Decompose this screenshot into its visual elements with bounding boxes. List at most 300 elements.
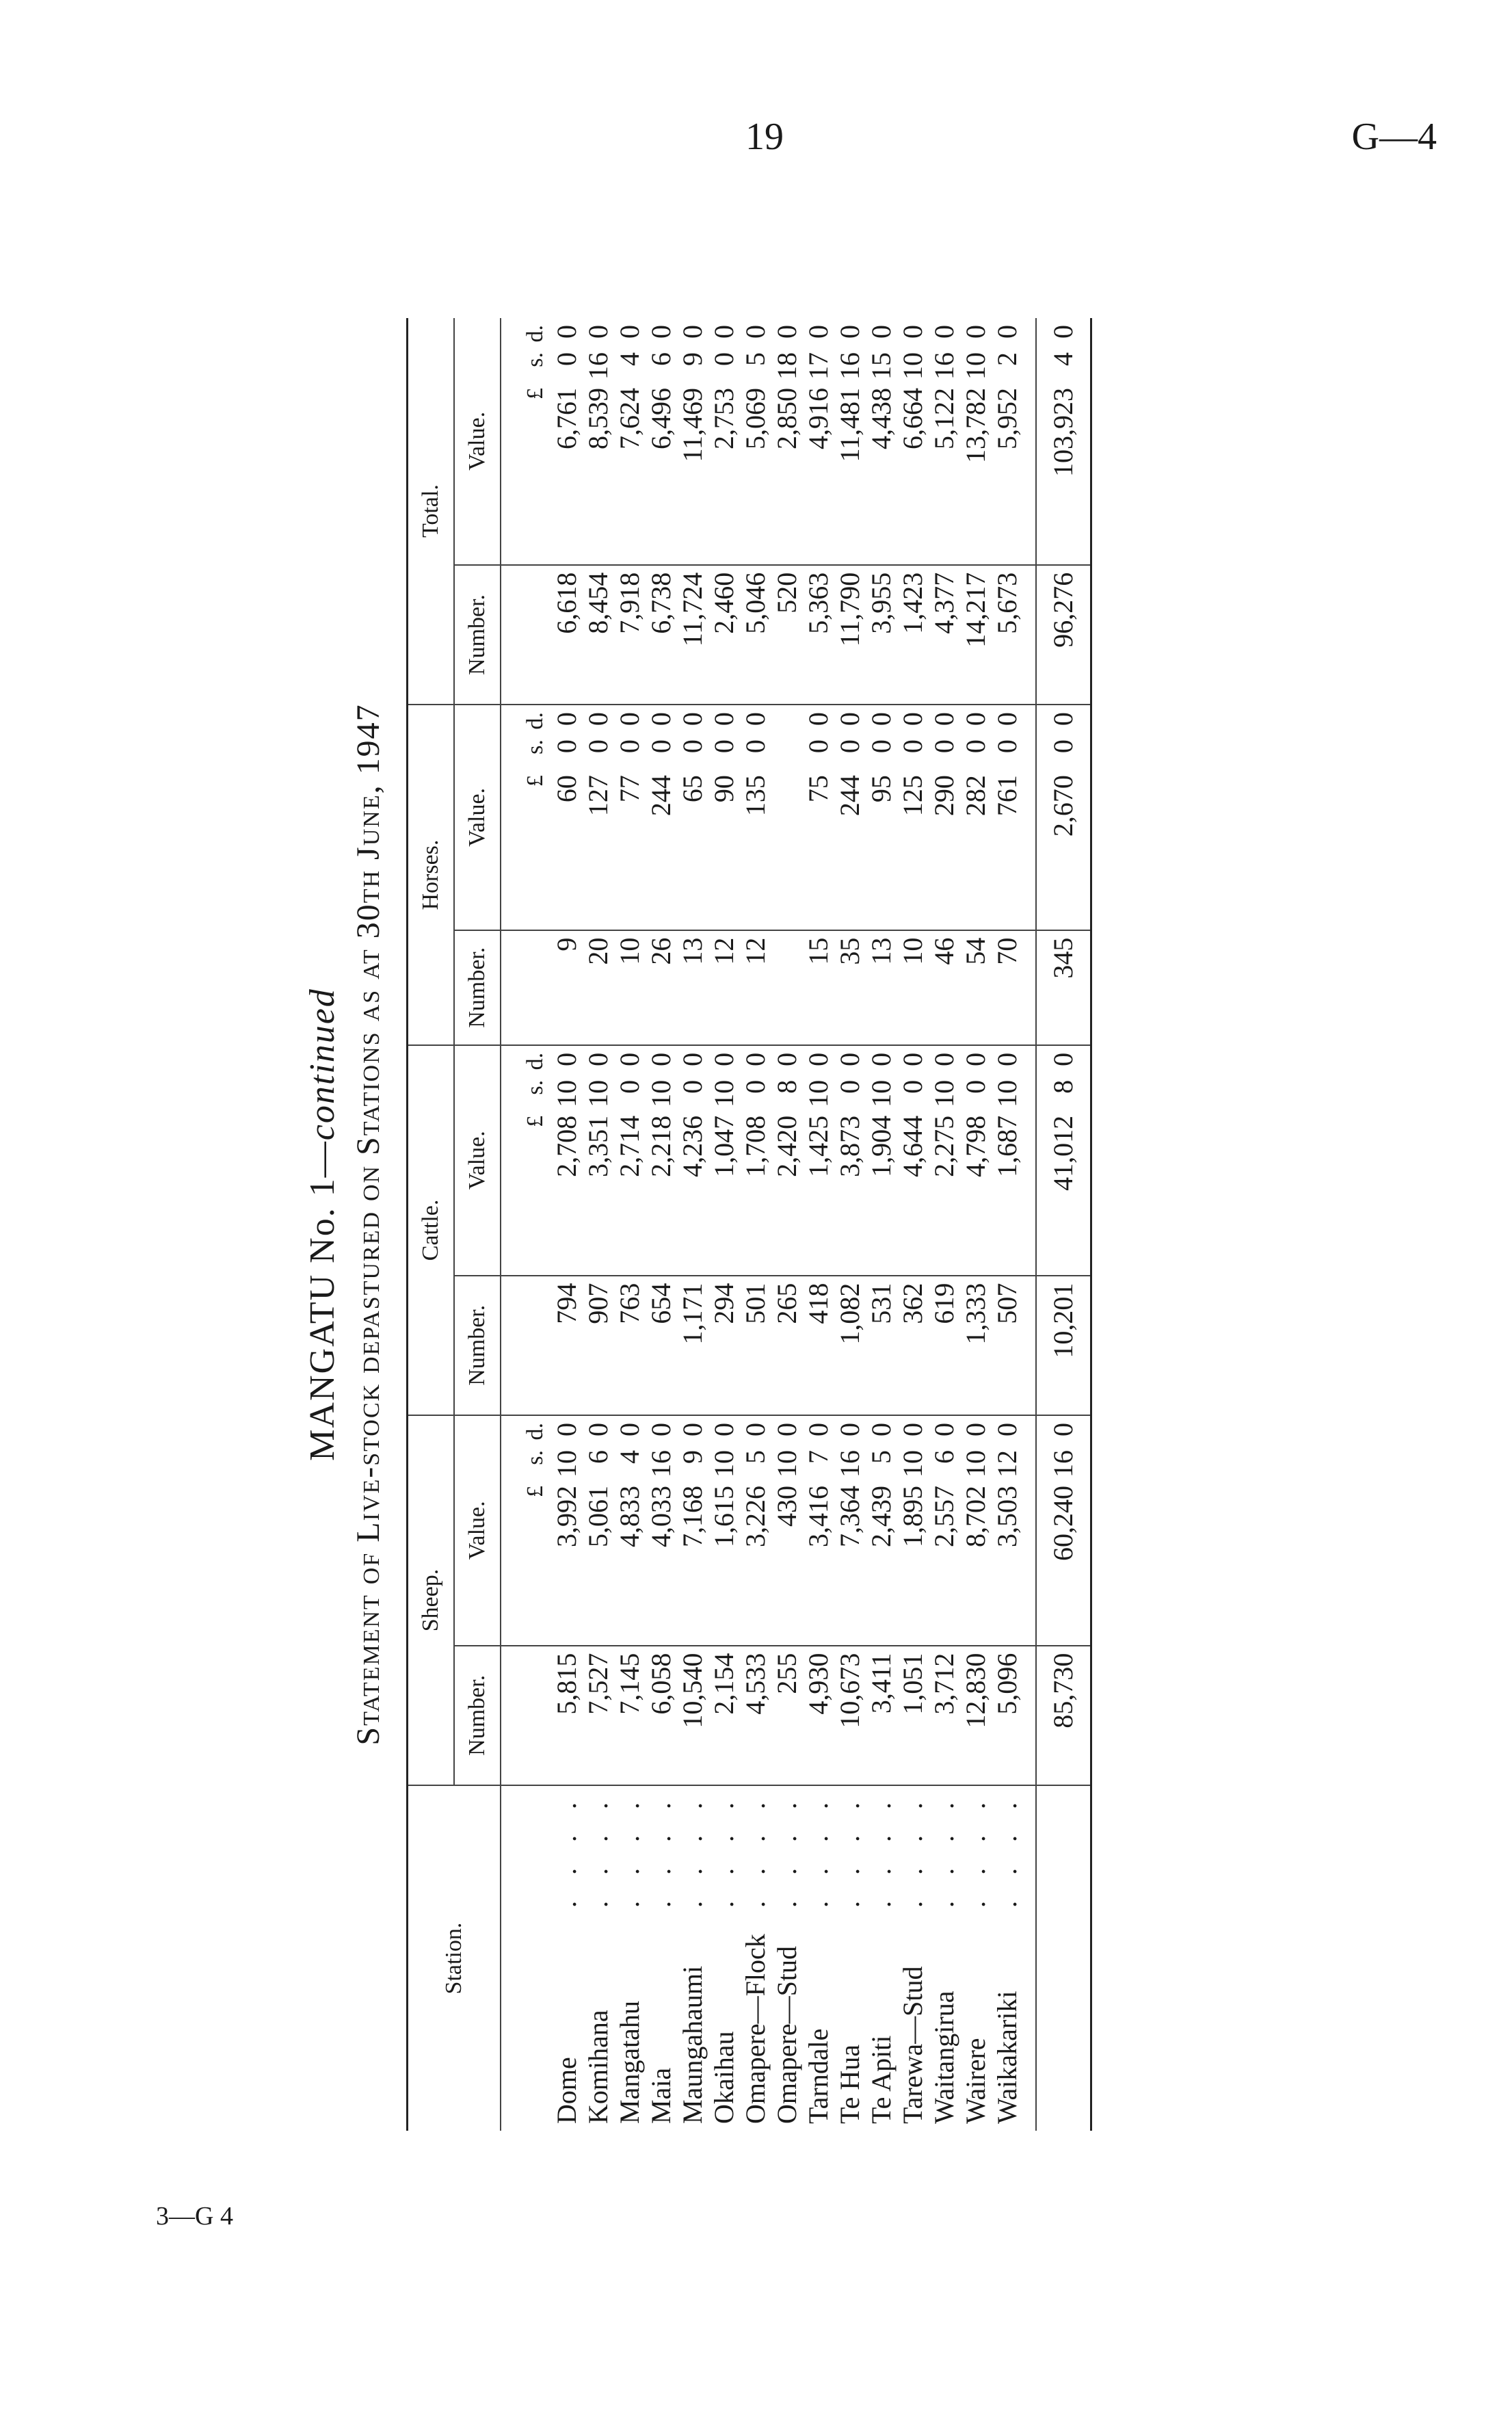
cattle-value-shillings: 0 bbox=[897, 1079, 928, 1094]
cattle-number: 794 bbox=[551, 1276, 583, 1415]
total-value-pence: 0 bbox=[677, 325, 708, 339]
header-total: Total. bbox=[408, 318, 455, 705]
leader-dots: . . . . bbox=[583, 1793, 613, 1908]
total-value-pence: 0 bbox=[614, 325, 645, 339]
total-number: 2,460 bbox=[708, 565, 740, 705]
horses-value-shillings: 0 bbox=[551, 739, 582, 754]
table-row bbox=[803, 318, 834, 2131]
cattle-value-pence: 0 bbox=[551, 1052, 582, 1066]
cattle-value-shillings: 0 bbox=[740, 1079, 771, 1094]
cattle-value-shillings: 0 bbox=[960, 1079, 991, 1094]
horses-number: 46 bbox=[929, 930, 960, 1045]
horses-number: 10 bbox=[614, 930, 646, 1045]
unit-shilling: s. bbox=[522, 1449, 548, 1465]
cattle-number: 654 bbox=[646, 1276, 677, 1415]
horses-value-pence: 0 bbox=[960, 712, 991, 726]
horses-value-pounds: 290 bbox=[929, 775, 959, 817]
table-subtitle: Statement of Live-stock depastured on Stations as at 30th June, 1947 bbox=[350, 703, 386, 1746]
cattle-value-pounds: 2,708 bbox=[551, 1115, 582, 1177]
unit-pound: £ bbox=[522, 775, 548, 787]
table-row bbox=[992, 318, 1036, 2131]
table-row bbox=[646, 318, 677, 2131]
header-sheep-value: Value. bbox=[454, 1415, 501, 1646]
sheep-value-pounds: 3,992 bbox=[551, 1485, 582, 1547]
horses-value-pounds: 90 bbox=[708, 775, 739, 803]
cattle-number: 619 bbox=[929, 1276, 960, 1415]
cattle-value-shillings: 10 bbox=[929, 1079, 959, 1107]
total-value-pence: 0 bbox=[929, 325, 959, 339]
table-row bbox=[897, 318, 929, 2131]
total-value-shillings: 0 bbox=[551, 352, 582, 366]
sheep-number: 255 bbox=[771, 1646, 803, 1785]
station-name: Wairere bbox=[960, 2038, 991, 2124]
sheep-value-shillings: 9 bbox=[677, 1449, 708, 1464]
unit-pound: £ bbox=[522, 388, 548, 399]
total-value-pounds: 6,664 bbox=[897, 388, 928, 449]
grand-total-number: 96,276 bbox=[1036, 565, 1091, 705]
unit-pound: £ bbox=[522, 1115, 548, 1127]
horses-value-shillings: 0 bbox=[897, 739, 928, 754]
leader-dots: . . . . bbox=[929, 1793, 959, 1908]
leader-dots: . . . . bbox=[960, 1793, 991, 1908]
cattle-value-pounds: 4,236 bbox=[677, 1115, 708, 1177]
cattle-value-shillings: 10 bbox=[803, 1079, 834, 1107]
header-station: Station. bbox=[408, 1785, 501, 2131]
cattle-value-pence: 0 bbox=[677, 1052, 708, 1066]
horses-number: 70 bbox=[992, 930, 1036, 1045]
horses-number: 20 bbox=[583, 930, 614, 1045]
sheep-value-pence: 0 bbox=[992, 1422, 1022, 1436]
leader-dots: . . . . bbox=[803, 1793, 834, 1908]
total-sheep-pounds: 60,240 bbox=[1048, 1485, 1078, 1561]
horses-value-pounds: 60 bbox=[551, 775, 582, 803]
horses-value-pence: 0 bbox=[803, 712, 834, 726]
sheep-number: 5,815 bbox=[551, 1646, 583, 1785]
total-value-pounds: 5,069 bbox=[740, 388, 771, 449]
sheep-value-shillings: 6 bbox=[929, 1449, 959, 1464]
horses-value-shillings: 0 bbox=[834, 739, 865, 754]
leader-dots: . . . . bbox=[866, 1793, 897, 1908]
total-cattle-shillings: 8 bbox=[1048, 1079, 1078, 1094]
total-value-pounds: 13,782 bbox=[960, 388, 991, 463]
total-value-pence: 0 bbox=[551, 325, 582, 339]
header-cattle: Cattle. bbox=[408, 1045, 455, 1415]
total-value-shillings: 16 bbox=[834, 352, 865, 380]
total-horses-pence: 0 bbox=[1048, 712, 1078, 726]
total-value-shillings: 10 bbox=[960, 352, 991, 380]
sheep-value-pence: 0 bbox=[929, 1422, 959, 1436]
sheep-value-shillings: 5 bbox=[866, 1449, 897, 1464]
total-horses-number: 345 bbox=[1036, 930, 1091, 1045]
table-row bbox=[740, 318, 771, 2131]
header-cattle-value: Value. bbox=[454, 1045, 501, 1276]
total-number: 6,738 bbox=[646, 565, 677, 705]
cattle-number: 418 bbox=[803, 1276, 834, 1415]
leader-dots: . . . . bbox=[897, 1793, 928, 1908]
total-value-shillings: 15 bbox=[866, 352, 897, 380]
table-title bbox=[301, 318, 345, 2131]
leader-dots: . . . . bbox=[708, 1793, 739, 1908]
horses-value-pounds: 282 bbox=[960, 775, 991, 817]
horses-value-pounds: 127 bbox=[583, 775, 613, 817]
horses-value-pence: 0 bbox=[677, 712, 708, 726]
station-name: Omapere—Stud bbox=[771, 1946, 802, 2124]
header-total-value: Value. bbox=[454, 318, 501, 565]
cattle-number: 265 bbox=[771, 1276, 803, 1415]
cattle-value-pence: 0 bbox=[834, 1052, 865, 1066]
cattle-value-pounds: 4,798 bbox=[960, 1115, 991, 1177]
sheep-number: 10,673 bbox=[834, 1646, 866, 1785]
header-cattle-number: Number. bbox=[454, 1276, 501, 1415]
horses-value-pence: 0 bbox=[614, 712, 645, 726]
sheep-value-pence: 0 bbox=[583, 1422, 613, 1436]
sheep-value-pounds: 8,702 bbox=[960, 1485, 991, 1547]
total-value-shillings: 17 bbox=[803, 352, 834, 380]
horses-number: 35 bbox=[834, 930, 866, 1045]
rotated-table-block bbox=[301, 318, 1190, 2131]
station-name: Maungahaumi bbox=[677, 1965, 708, 2124]
header-horses-number: Number. bbox=[454, 930, 501, 1045]
horses-value-pence: 0 bbox=[708, 712, 739, 726]
total-value-shillings: 16 bbox=[583, 352, 613, 380]
footer-reference: 3—G 4 bbox=[156, 2202, 233, 2231]
total-number: 6,618 bbox=[551, 565, 583, 705]
sheep-value-pence: 0 bbox=[740, 1422, 771, 1436]
horses-value-pounds: 65 bbox=[677, 775, 708, 803]
sheep-value-shillings: 5 bbox=[740, 1449, 771, 1464]
total-value-shillings: 2 bbox=[992, 352, 1022, 366]
cattle-value-pounds: 2,218 bbox=[646, 1115, 676, 1177]
grand-total-pounds: 103,923 bbox=[1048, 388, 1078, 477]
horses-value-shillings: 0 bbox=[740, 739, 771, 754]
total-cattle-pence: 0 bbox=[1048, 1052, 1078, 1066]
sheep-value-pounds: 2,439 bbox=[866, 1485, 897, 1547]
sheep-value-pence: 0 bbox=[614, 1422, 645, 1436]
sheep-value-pence: 0 bbox=[646, 1422, 676, 1436]
horses-number bbox=[771, 930, 803, 1045]
sheep-number: 2,154 bbox=[708, 1646, 740, 1785]
totals-row bbox=[1036, 318, 1091, 2131]
total-value-shillings: 9 bbox=[677, 352, 708, 366]
table-row bbox=[551, 318, 583, 2131]
horses-number: 26 bbox=[646, 930, 677, 1045]
sheep-value-pounds: 4,833 bbox=[614, 1485, 645, 1547]
sheep-value-shillings: 10 bbox=[551, 1449, 582, 1477]
sheep-value-pence: 0 bbox=[866, 1422, 897, 1436]
total-value-pence: 0 bbox=[583, 325, 613, 339]
total-value-pence: 0 bbox=[992, 325, 1022, 339]
table-row bbox=[677, 318, 708, 2131]
cattle-number: 362 bbox=[897, 1276, 929, 1415]
horses-value-pence: 0 bbox=[740, 712, 771, 726]
sheep-value-pounds: 1,615 bbox=[708, 1485, 739, 1547]
sheep-value-pounds: 430 bbox=[771, 1485, 802, 1527]
sheep-value-pounds: 3,416 bbox=[803, 1485, 834, 1547]
total-value-pence: 0 bbox=[960, 325, 991, 339]
total-sheep-shillings: 16 bbox=[1048, 1449, 1078, 1477]
total-number: 5,363 bbox=[803, 565, 834, 705]
leader-dots: . . . . bbox=[740, 1793, 771, 1908]
sheep-value-shillings: 10 bbox=[897, 1449, 928, 1477]
sheep-number: 7,145 bbox=[614, 1646, 646, 1785]
leader-dots: . . . . bbox=[646, 1793, 676, 1908]
leader-dots: . . . . bbox=[771, 1793, 802, 1908]
station-name: Tarndale bbox=[803, 2028, 834, 2124]
horses-value-pence: 0 bbox=[834, 712, 865, 726]
leader-dots: . . . . bbox=[834, 1793, 865, 1908]
total-value-shillings: 18 bbox=[771, 352, 802, 380]
total-horses-shillings: 0 bbox=[1048, 739, 1078, 754]
total-value-pounds: 4,438 bbox=[866, 388, 897, 449]
total-value-pence: 0 bbox=[834, 325, 865, 339]
total-value-pounds: 8,539 bbox=[583, 388, 613, 449]
station-name: Okaihau bbox=[708, 2031, 739, 2124]
station-name: Mangatahu bbox=[614, 2001, 645, 2124]
total-value-shillings: 4 bbox=[614, 352, 645, 366]
unit-pence: d. bbox=[522, 1422, 548, 1441]
horses-value-shillings: 0 bbox=[708, 739, 739, 754]
total-value-pounds: 2,850 bbox=[771, 388, 802, 449]
horses-value-shillings: 0 bbox=[960, 739, 991, 754]
grand-total-shillings: 4 bbox=[1048, 352, 1078, 366]
total-value-pounds: 6,761 bbox=[551, 388, 582, 449]
cattle-value-shillings: 0 bbox=[677, 1079, 708, 1094]
horses-value-shillings: 0 bbox=[646, 739, 676, 754]
grand-total-pence: 0 bbox=[1048, 325, 1078, 339]
cattle-value-shillings: 8 bbox=[771, 1079, 802, 1094]
total-cattle-number: 10,201 bbox=[1036, 1276, 1091, 1415]
total-value-pence: 0 bbox=[708, 325, 739, 339]
station-name: Te Hua bbox=[834, 2044, 865, 2124]
leader-dots: . . . . bbox=[992, 1793, 1022, 1908]
horses-value-shillings: 0 bbox=[677, 739, 708, 754]
horses-number: 9 bbox=[551, 930, 583, 1045]
horses-number: 13 bbox=[677, 930, 708, 1045]
cattle-value-pence: 0 bbox=[708, 1052, 739, 1066]
cattle-value-pounds: 1,687 bbox=[992, 1115, 1022, 1177]
table-row bbox=[708, 318, 740, 2131]
cattle-number: 1,171 bbox=[677, 1276, 708, 1415]
table-row bbox=[583, 318, 614, 2131]
sheep-value-shillings: 10 bbox=[771, 1449, 802, 1477]
table-row bbox=[614, 318, 646, 2131]
horses-value-pounds: 244 bbox=[646, 775, 676, 817]
horses-value-shillings: 0 bbox=[929, 739, 959, 754]
leader-dots: . . . . bbox=[614, 1793, 645, 1908]
cattle-value-pounds: 1,904 bbox=[866, 1115, 897, 1177]
total-number: 11,790 bbox=[834, 565, 866, 705]
cattle-value-pounds: 1,047 bbox=[708, 1115, 739, 1177]
sheep-value-shillings: 16 bbox=[646, 1449, 676, 1477]
cattle-value-shillings: 10 bbox=[583, 1079, 613, 1107]
document-reference: G—4 bbox=[1351, 116, 1437, 158]
table-title-main: MANGATU No. 1— bbox=[303, 1140, 342, 1461]
total-value-pence: 0 bbox=[866, 325, 897, 339]
horses-value-pence: 0 bbox=[551, 712, 582, 726]
cattle-value-pounds: 2,420 bbox=[771, 1115, 802, 1177]
horses-value-pence: 0 bbox=[866, 712, 897, 726]
sheep-value-pence: 0 bbox=[834, 1422, 865, 1436]
sheep-number: 4,533 bbox=[740, 1646, 771, 1785]
cattle-value-shillings: 10 bbox=[708, 1079, 739, 1107]
total-value-pounds: 7,624 bbox=[614, 388, 645, 449]
table-row bbox=[771, 318, 803, 2131]
sheep-number: 12,830 bbox=[960, 1646, 992, 1785]
sheep-number: 10,540 bbox=[677, 1646, 708, 1785]
total-value-pence: 0 bbox=[897, 325, 928, 339]
table-row bbox=[834, 318, 866, 2131]
sheep-number: 6,058 bbox=[646, 1646, 677, 1785]
sheep-value-pounds: 1,895 bbox=[897, 1485, 928, 1547]
horses-value-pence: 0 bbox=[583, 712, 613, 726]
total-value-shillings: 0 bbox=[708, 352, 739, 366]
total-number: 4,377 bbox=[929, 565, 960, 705]
header-horses: Horses. bbox=[408, 705, 455, 1045]
cattle-number: 294 bbox=[708, 1276, 740, 1415]
horses-number: 12 bbox=[740, 930, 771, 1045]
total-number: 5,673 bbox=[992, 565, 1036, 705]
cattle-value-pence: 0 bbox=[771, 1052, 802, 1066]
sheep-value-shillings: 6 bbox=[583, 1449, 613, 1464]
station-name: Te Apiti bbox=[866, 2035, 897, 2124]
sheep-number: 1,051 bbox=[897, 1646, 929, 1785]
horses-value-pounds: 95 bbox=[866, 775, 897, 803]
cattle-value-pounds: 3,351 bbox=[583, 1115, 613, 1177]
cattle-value-shillings: 0 bbox=[614, 1079, 645, 1094]
cattle-number: 763 bbox=[614, 1276, 646, 1415]
sheep-number: 5,096 bbox=[992, 1646, 1036, 1785]
station-name: Maia bbox=[646, 2067, 676, 2124]
unit-shilling: s. bbox=[522, 1079, 548, 1095]
header-horses-value: Value. bbox=[454, 705, 501, 930]
cattle-value-pence: 0 bbox=[740, 1052, 771, 1066]
total-cattle-pounds: 41,012 bbox=[1048, 1115, 1078, 1191]
sheep-value-pounds: 2,557 bbox=[929, 1485, 959, 1547]
cattle-value-pounds: 2,714 bbox=[614, 1115, 645, 1177]
horses-value-pounds: 125 bbox=[897, 775, 928, 817]
sheep-value-pounds: 3,503 bbox=[992, 1485, 1022, 1547]
total-value-shillings: 16 bbox=[929, 352, 959, 380]
unit-pence: d. bbox=[522, 1052, 548, 1070]
sheep-value-pence: 0 bbox=[803, 1422, 834, 1436]
horses-value-shillings: 0 bbox=[866, 739, 897, 754]
total-value-shillings: 10 bbox=[897, 352, 928, 380]
station-name: Waikakariki bbox=[992, 1990, 1022, 2124]
table-row bbox=[929, 318, 960, 2131]
cattle-value-pence: 0 bbox=[992, 1052, 1022, 1066]
total-value-pence: 0 bbox=[740, 325, 771, 339]
cattle-value-pence: 0 bbox=[897, 1052, 928, 1066]
page-number: 19 bbox=[745, 116, 784, 158]
cattle-value-pence: 0 bbox=[960, 1052, 991, 1066]
horses-value-shillings: 0 bbox=[992, 739, 1022, 754]
horses-value-pounds: 135 bbox=[740, 775, 771, 817]
sheep-value-shillings: 7 bbox=[803, 1449, 834, 1464]
table-row bbox=[960, 318, 992, 2131]
horses-number: 54 bbox=[960, 930, 992, 1045]
sheep-value-pence: 0 bbox=[897, 1422, 928, 1436]
total-value-pounds: 11,469 bbox=[677, 388, 708, 462]
sheep-value-pounds: 5,061 bbox=[583, 1485, 613, 1547]
cattle-number: 531 bbox=[866, 1276, 897, 1415]
cattle-number: 1,082 bbox=[834, 1276, 866, 1415]
horses-value-shillings: 0 bbox=[583, 739, 613, 754]
total-sheep-pence: 0 bbox=[1048, 1422, 1078, 1436]
cattle-value-pence: 0 bbox=[803, 1052, 834, 1066]
cattle-value-shillings: 10 bbox=[992, 1079, 1022, 1107]
sheep-value-pounds: 3,226 bbox=[740, 1485, 771, 1547]
cattle-value-pence: 0 bbox=[929, 1052, 959, 1066]
leader-dots: . . . . bbox=[551, 1793, 582, 1908]
cattle-value-pounds: 2,275 bbox=[929, 1115, 959, 1177]
cattle-value-pounds: 1,708 bbox=[740, 1115, 771, 1177]
total-value-pence: 0 bbox=[646, 325, 676, 339]
horses-value-pence: 0 bbox=[646, 712, 676, 726]
horses-value-pence: 0 bbox=[992, 712, 1022, 726]
cattle-value-pounds: 1,425 bbox=[803, 1115, 834, 1177]
horses-value-shillings: 0 bbox=[614, 739, 645, 754]
unit-pence: d. bbox=[522, 325, 548, 343]
sheep-value-pounds: 7,168 bbox=[677, 1485, 708, 1547]
total-number: 11,724 bbox=[677, 565, 708, 705]
currency-units-row bbox=[501, 318, 551, 2131]
header-sheep: Sheep. bbox=[408, 1415, 455, 1785]
cattle-value-shillings: 10 bbox=[646, 1079, 676, 1107]
horses-number: 15 bbox=[803, 930, 834, 1045]
cattle-value-shillings: 10 bbox=[551, 1079, 582, 1107]
cattle-number: 507 bbox=[992, 1276, 1036, 1415]
horses-number: 12 bbox=[708, 930, 740, 1045]
table-body bbox=[501, 318, 1036, 2131]
livestock-table bbox=[406, 318, 1092, 2131]
horses-value-pounds: 75 bbox=[803, 775, 834, 803]
sheep-value-shillings: 10 bbox=[708, 1449, 739, 1477]
total-value-shillings: 5 bbox=[740, 352, 771, 366]
unit-shilling: s. bbox=[522, 739, 548, 754]
cattle-value-pence: 0 bbox=[646, 1052, 676, 1066]
cattle-value-pence: 0 bbox=[866, 1052, 897, 1066]
sheep-value-pounds: 7,364 bbox=[834, 1485, 865, 1547]
sheep-value-pence: 0 bbox=[677, 1422, 708, 1436]
total-value-pounds: 6,496 bbox=[646, 388, 676, 449]
station-name: Waitangirua bbox=[929, 1990, 959, 2124]
header-sheep-number: Number. bbox=[454, 1646, 501, 1785]
cattle-value-pounds: 4,644 bbox=[897, 1115, 928, 1177]
total-value-pence: 0 bbox=[803, 325, 834, 339]
horses-value-pounds: 761 bbox=[992, 775, 1022, 817]
station-name: Komihana bbox=[583, 2010, 613, 2124]
total-sheep-number: 85,730 bbox=[1036, 1646, 1091, 1785]
cattle-number: 501 bbox=[740, 1276, 771, 1415]
total-number: 5,046 bbox=[740, 565, 771, 705]
sheep-value-pence: 0 bbox=[551, 1422, 582, 1436]
horses-value-pounds: 77 bbox=[614, 775, 645, 803]
unit-pound: £ bbox=[522, 1485, 548, 1497]
cattle-value-pence: 0 bbox=[583, 1052, 613, 1066]
table-title-continued: continued bbox=[303, 988, 342, 1141]
total-value-pence: 0 bbox=[771, 325, 802, 339]
sheep-value-shillings: 12 bbox=[992, 1449, 1022, 1477]
horses-value-pence: 0 bbox=[897, 712, 928, 726]
total-number: 3,955 bbox=[866, 565, 897, 705]
horses-number: 10 bbox=[897, 930, 929, 1045]
total-value-shillings: 6 bbox=[646, 352, 676, 366]
horses-value-shillings: 0 bbox=[803, 739, 834, 754]
total-horses-pounds: 2,670 bbox=[1048, 775, 1078, 837]
total-value-pounds: 2,753 bbox=[708, 388, 739, 449]
total-value-pounds: 4,916 bbox=[803, 388, 834, 449]
cattle-value-pounds: 3,873 bbox=[834, 1115, 865, 1177]
